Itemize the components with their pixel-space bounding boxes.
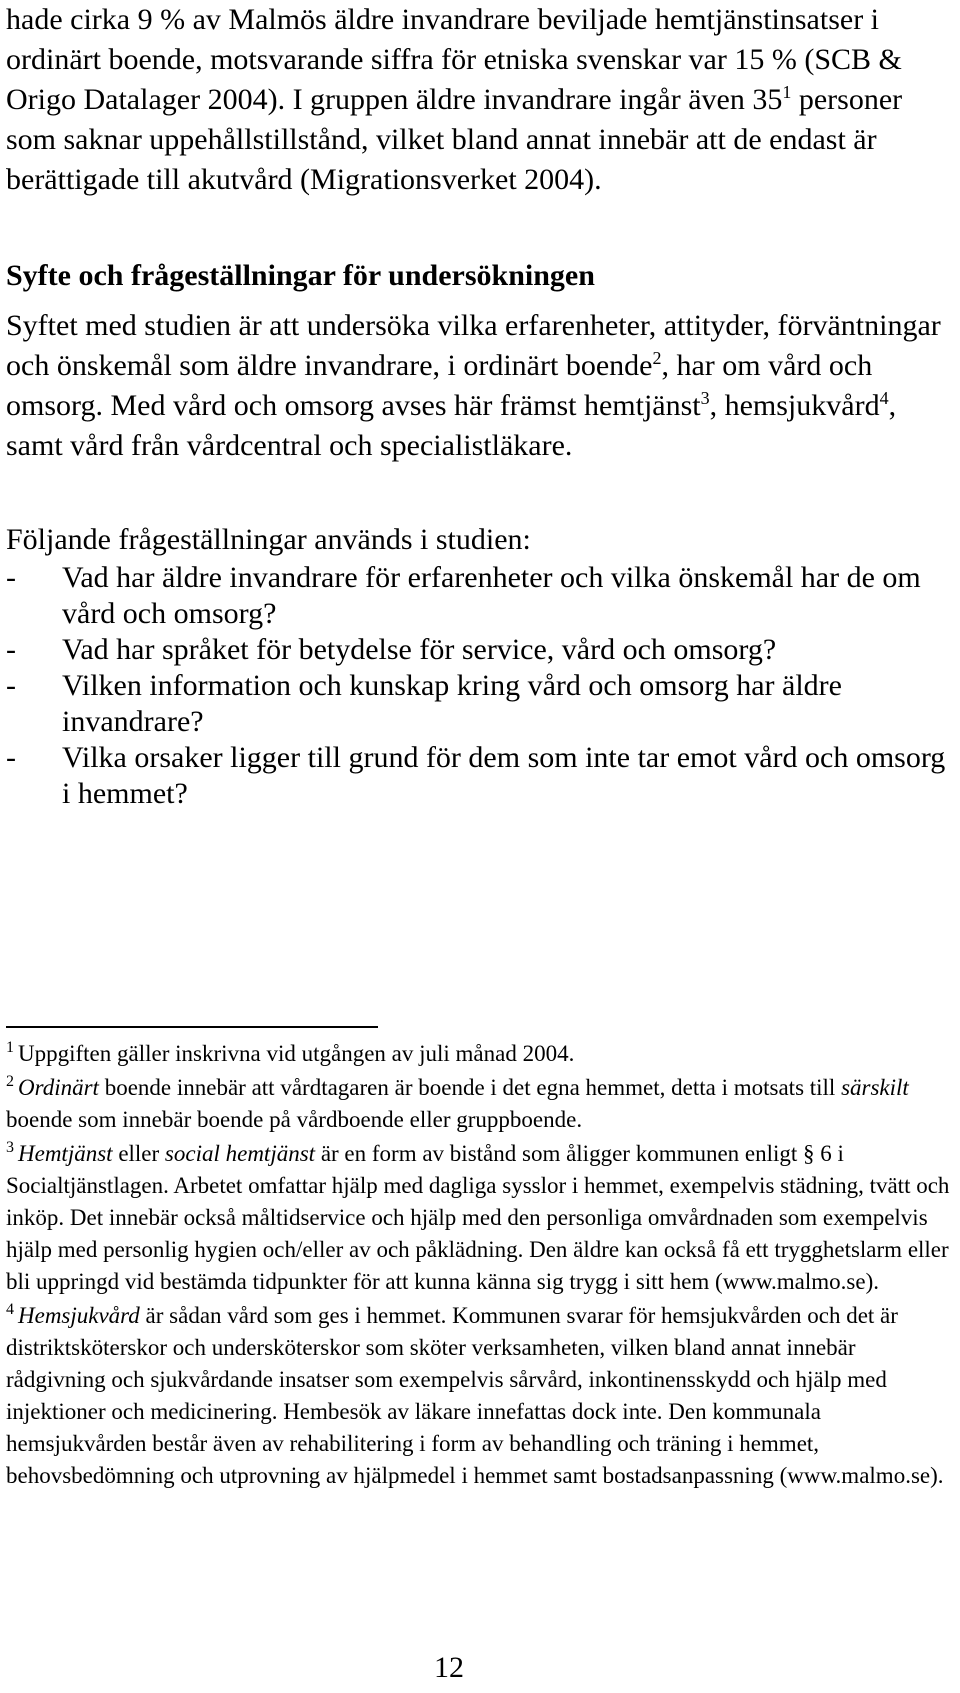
footnote-text: eller	[112, 1141, 165, 1166]
footnote-text: är en form av bistånd som åligger kommunen enligt § 6 i Socialtjänstlagen. Arbetet omfattar hjälp med dagliga sysslor i hemmet, exempelvis städning, tvätt och inköp. Det innebär också måltidservice och hjälp med den personliga omvårdnaden som exempelvis hjälp med personlig hygien och/eller av och påklädning. Den äldre kan också få ett trygghetslarm eller bli uppringd vid bestämda tidpunkter för att kunna känna sig trygg i sitt hem (www.malmo.se).	[6, 1141, 950, 1294]
footnote-term: social hemtjänst	[164, 1141, 316, 1166]
section-heading: Syfte och frågeställningar för undersökningen	[6, 259, 595, 292]
footnote-number: 4	[6, 1301, 14, 1319]
purpose-paragraph	[6, 306, 956, 466]
footnote-1	[6, 1038, 956, 1070]
footnote-text: är sådan vård som ges i hemmet. Kommunen svarar för hemsjukvården och det är distriktsköterskor och undersköterskor som sköter verksamheten, vilken bland annat innebär rådgivning och sjukvårdande insatser som exempelvis sårvård, inkontinensskydd och hjälp med injektioner och medicinering. Hembesök av läkare innefattas dock inte. Den kommunala hemsjukvården består även av rehabilitering i form av behandling och träning i hemmet, behovsbedömning och utprovning av hjälpmedel i hemmet samt bostadsanpassning (www.malmo.se).	[6, 1303, 944, 1488]
question-text: Vad har språket för betydelse för service, vård och omsorg?	[62, 633, 777, 666]
footnotes	[6, 1038, 956, 1494]
list-item	[6, 668, 956, 740]
purpose-text-1: Syftet med studien är att undersöka vilka erfarenheter, attityder, förväntningar och önskemål som äldre invandrare, i ordinärt boende	[6, 309, 941, 382]
footnote-2	[6, 1072, 956, 1136]
questions-list	[6, 560, 956, 812]
footnote-3	[6, 1138, 956, 1298]
list-dash: -	[6, 633, 16, 666]
footnote-number: 1	[6, 1039, 14, 1057]
footnote-divider	[6, 1026, 378, 1028]
intro-paragraph	[6, 0, 956, 200]
intro-text-1: hade cirka 9 % av Malmös äldre invandrare beviljade hemtjänstinsatser i ordinärt boende, motsvarande siffra för etniska svenskar var 15 % (SCB & Origo Datalager 2004). I gruppen äldre invandrare ingår även 35	[6, 3, 902, 116]
question-text: Vilken information och kunskap kring vård och omsorg har äldre invandrare?	[62, 669, 842, 738]
footnote-number: 2	[6, 1073, 14, 1091]
footnote-term: särskilt	[841, 1075, 909, 1100]
footnote-term: Ordinärt	[18, 1075, 99, 1100]
footnote-text: boende innebär att vårdtagaren är boende i det egna hemmet, detta i motsats till	[98, 1075, 842, 1100]
purpose-text-4: , samt vård från vårdcentral och specialistläkare.	[6, 389, 897, 462]
footnote-ref-1: 1	[782, 82, 792, 103]
purpose-text-3: , hemsjukvård	[709, 389, 880, 422]
footnote-ref-3: 3	[700, 388, 710, 409]
footnote-ref-4: 4	[879, 388, 889, 409]
footnote-term: Hemsjukvård	[18, 1303, 140, 1328]
footnote-text: boende som innebär boende på vårdboende eller gruppboende.	[6, 1107, 583, 1132]
list-dash: -	[6, 561, 16, 594]
footnote-text: Uppgiften gäller inskrivna vid utgången av juli månad 2004.	[18, 1041, 575, 1066]
footnote-term: Hemtjänst	[18, 1141, 113, 1166]
list-dash: -	[6, 741, 16, 774]
footnote-number: 3	[6, 1139, 14, 1157]
list-item	[6, 632, 956, 668]
questions-intro: Följande frågeställningar används i studien:	[6, 523, 531, 556]
question-text: Vilka orsaker ligger till grund för dem som inte tar emot vård och omsorg i hemmet?	[62, 741, 946, 810]
intro-text-2: personer som saknar uppehållstillstånd, vilket bland annat innebär att de endast är berättigade till akutvård (Migrationsverket 2004).	[6, 83, 903, 196]
list-item	[6, 740, 956, 812]
list-dash: -	[6, 669, 16, 702]
purpose-text-2: , har om vård och omsorg. Med vård och omsorg avses här främst hemtjänst	[6, 349, 873, 422]
question-text: Vad har äldre invandrare för erfarenheter och vilka önskemål har de om vård och omsorg?	[62, 561, 921, 630]
footnote-ref-2: 2	[652, 348, 662, 369]
footnote-4	[6, 1300, 956, 1492]
list-item	[6, 560, 956, 632]
page-number: 12	[434, 1651, 464, 1684]
